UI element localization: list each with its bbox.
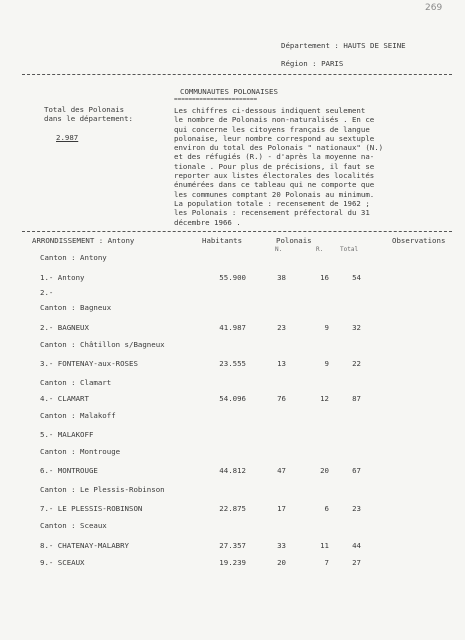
note-line: les communes comptant 20 Polonais au minimum.: [174, 189, 375, 199]
note-line: polonaise, leur nombre correspond au sextuple: [174, 133, 375, 143]
page-number: 269: [425, 3, 443, 13]
note-line: tionale . Pour plus de précisions, il faut se: [174, 161, 375, 171]
canton-label: Canton : Montrouge: [40, 447, 121, 456]
r-cell: 11: [320, 541, 329, 550]
habitants-cell: 23.555: [219, 359, 246, 368]
departement-line: [281, 42, 406, 49]
explanatory-notes: [174, 106, 383, 227]
commune-name: 5.- MALAKOFF: [40, 430, 94, 439]
note-line: les Polonais : recensement préfectoral du 31: [174, 208, 370, 218]
canton-label: Canton : Sceaux: [40, 521, 107, 530]
note-line: La population totale : recensement de 1962 ;: [174, 198, 370, 208]
header-rule: [22, 74, 452, 75]
canton-label: Canton : Le Plessis-Robinson: [40, 485, 165, 494]
r-cell: 16: [320, 273, 329, 282]
document-title: COMMUNAUTES POLONAISES: [180, 87, 278, 96]
canton-label: Canton : Clamart: [40, 378, 112, 387]
note-line: le nombre de Polonais non-naturalisés . En ce: [174, 115, 375, 125]
r-cell: 6: [324, 504, 329, 513]
n-cell: 33: [277, 541, 286, 550]
total-cell: 44: [352, 541, 361, 550]
n-cell: 13: [277, 359, 286, 368]
habitants-cell: 41.987: [219, 323, 246, 332]
region-line: [281, 60, 343, 67]
total-label-line1: Total des Polonais: [44, 105, 125, 114]
canton-label: Canton : Malakoff: [40, 411, 116, 420]
commune-name: 7.- LE PLESSIS-ROBINSON: [40, 504, 143, 513]
canton-label: Canton : Bagneux: [40, 303, 112, 312]
title-underline: =======================: [174, 96, 258, 103]
commune-name: 2.- BAGNEUX: [40, 323, 89, 332]
commune-name: 8.- CHATENAY-MALABRY: [40, 541, 129, 550]
total-cell: 87: [352, 394, 361, 403]
n-cell: 47: [277, 466, 286, 475]
total-value: 2.987: [56, 133, 79, 142]
commune-name: 9.- SCEAUX: [40, 558, 85, 567]
observations-header: Observations: [392, 236, 446, 245]
departement-value: HAUTS DE SEINE: [343, 41, 406, 50]
canton-label: Canton : Antony: [40, 253, 107, 262]
n-header: N.: [275, 246, 283, 253]
total-cell: 54: [352, 273, 361, 282]
habitants-cell: 27.357: [219, 541, 246, 550]
r-cell: 7: [324, 558, 329, 567]
n-cell: 17: [277, 504, 286, 513]
canton-label: Canton : Châtillon s/Bagneux: [40, 340, 165, 349]
n-cell: 20: [277, 558, 286, 567]
arrondissement-header: ARRONDISSEMENT : Antony: [32, 236, 135, 245]
habitants-cell: 22.875: [219, 504, 246, 513]
polonais-header: Polonais: [276, 236, 312, 245]
total-cell: 23: [352, 504, 361, 513]
table-top-rule: [22, 231, 452, 232]
note-line: décembre 1966 .: [174, 217, 241, 227]
total-header: Total: [340, 246, 359, 253]
habitants-cell: 55.900: [219, 273, 246, 282]
total-label-line2: dans le département:: [44, 114, 133, 123]
r-cell: 12: [320, 394, 329, 403]
note-line: reporter aux listes électorales des localités: [174, 171, 375, 181]
commune-name: 4.- CLAMART: [40, 394, 89, 403]
commune-name: 2.-: [40, 288, 54, 297]
total-cell: 32: [352, 323, 361, 332]
note-line: Les chiffres ci-dessous indiquent seulement: [174, 106, 366, 115]
n-cell: 76: [277, 394, 286, 403]
n-cell: 38: [277, 273, 286, 282]
r-header: R.: [316, 246, 324, 253]
commune-name: 3.- FONTENAY-aux-ROSES: [40, 359, 138, 368]
r-cell: 20: [320, 466, 329, 475]
region-label: Région :: [281, 59, 317, 68]
note-line: et des réfugiés (R.) - d'après la moyenne na-: [174, 152, 375, 162]
commune-name: 6.- MONTROUGE: [40, 466, 98, 475]
habitants-cell: 54.096: [219, 394, 246, 403]
habitants-cell: 44.812: [219, 466, 246, 475]
r-cell: 9: [324, 359, 329, 368]
note-line: énumérées dans ce tableau qui ne comporte que: [174, 180, 375, 190]
total-cell: 67: [352, 466, 361, 475]
note-line: environ du total des Polonais " nationaux" (N.): [174, 143, 384, 153]
region-value: PARIS: [321, 59, 344, 68]
total-cell: 22: [352, 359, 361, 368]
total-cell: 27: [352, 558, 361, 567]
n-cell: 23: [277, 323, 286, 332]
departement-label: Département :: [281, 41, 339, 50]
commune-name: 1.- Antony: [40, 273, 85, 282]
note-line: qui concerne les citoyens français de langue: [174, 124, 370, 134]
habitants-cell: 19.239: [219, 558, 246, 567]
r-cell: 9: [324, 323, 329, 332]
habitants-header: Habitants: [202, 236, 243, 245]
